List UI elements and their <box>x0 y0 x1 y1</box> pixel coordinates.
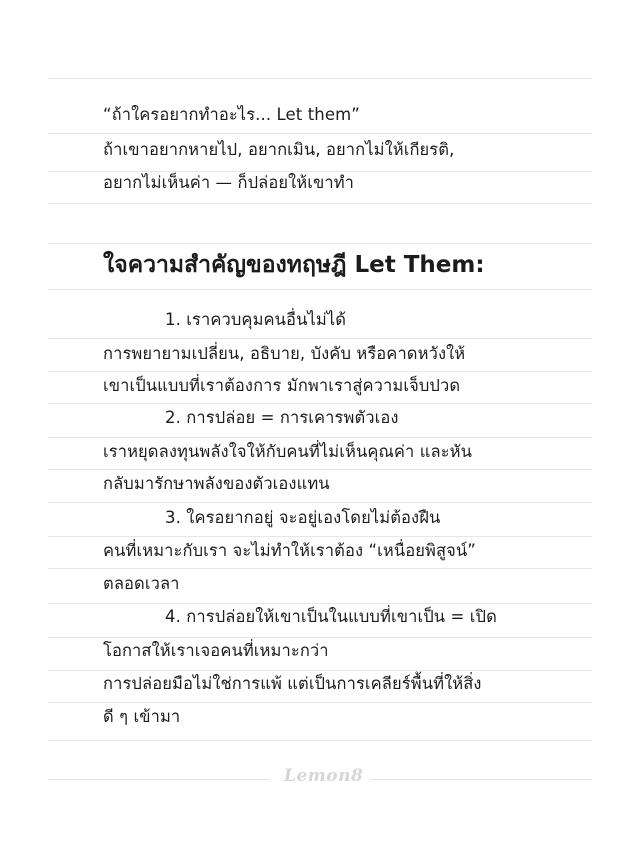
section-heading: ใจความสำคัญของทฤษฎี Let Them: <box>103 252 485 278</box>
point-title: 4. การปล่อยให้เขาเป็นในแบบที่เขาเป็น = เปิด <box>165 607 497 626</box>
ruled-line <box>48 603 592 604</box>
ruled-line <box>48 637 592 638</box>
point-title: 2. การปล่อย = การเคารพตัวเอง <box>165 408 399 427</box>
footer-divider-left <box>48 779 270 780</box>
ruled-line <box>48 740 592 741</box>
point-body-line: คนที่เหมาะกับเรา จะไม่ทำให้เราต้อง “เหนื่อยพิสูจน์” <box>103 541 476 560</box>
intro-line: อยากไม่เห็นค่า — ก็ปล่อยให้เขาทำ <box>103 173 355 192</box>
ruled-line <box>48 371 592 372</box>
point-body-line: การปล่อยมือไม่ใช่การแพ้ แต่เป็นการเคลียร์พื้นที่ให้สิ่ง <box>103 674 482 693</box>
ruled-line <box>48 203 592 204</box>
footer-divider-right <box>370 779 592 780</box>
intro-line: “ถ้าใครอยากทำอะไร... Let them” <box>103 105 360 124</box>
point-body-line: การพยายามเปลี่ยน, อธิบาย, บังคับ หรือคาดหวังให้ <box>103 344 466 363</box>
point-title: 1. เราควบคุมคนอื่นไม่ได้ <box>165 310 347 329</box>
ruled-line <box>48 469 592 470</box>
ruled-line <box>48 289 592 290</box>
ruled-line <box>48 502 592 503</box>
point-body-line: เราหยุดลงทุนพลังใจให้กับคนที่ไม่เห็นคุณค่า และหัน <box>103 442 473 461</box>
ruled-line <box>48 702 592 703</box>
ruled-line <box>48 536 592 537</box>
point-title: 3. ใครอยากอยู่ จะอยู่เองโดยไม่ต้องฝืน <box>165 508 441 527</box>
ruled-line <box>48 568 592 569</box>
point-body-line: ดี ๆ เข้ามา <box>103 707 181 726</box>
point-body-line: กลับมารักษาพลังของตัวเองแทน <box>103 474 330 493</box>
ruled-line <box>48 243 592 244</box>
lemon8-logo: Lemon8 <box>284 766 364 786</box>
ruled-line <box>48 338 592 339</box>
ruled-line <box>48 78 592 79</box>
ruled-line <box>48 133 592 134</box>
ruled-line <box>48 437 592 438</box>
ruled-line <box>48 403 592 404</box>
point-body-line: เขาเป็นแบบที่เราต้องการ มักพาเราสู่ความเจ็บปวด <box>103 376 461 395</box>
point-body-line: โอกาสให้เราเจอคนที่เหมาะกว่า <box>103 641 329 660</box>
ruled-line <box>48 670 592 671</box>
intro-line: ถ้าเขาอยากหายไป, อยากเมิน, อยากไม่ให้เกียรติ, <box>103 140 455 159</box>
point-body-line: ตลอดเวลา <box>103 574 180 593</box>
